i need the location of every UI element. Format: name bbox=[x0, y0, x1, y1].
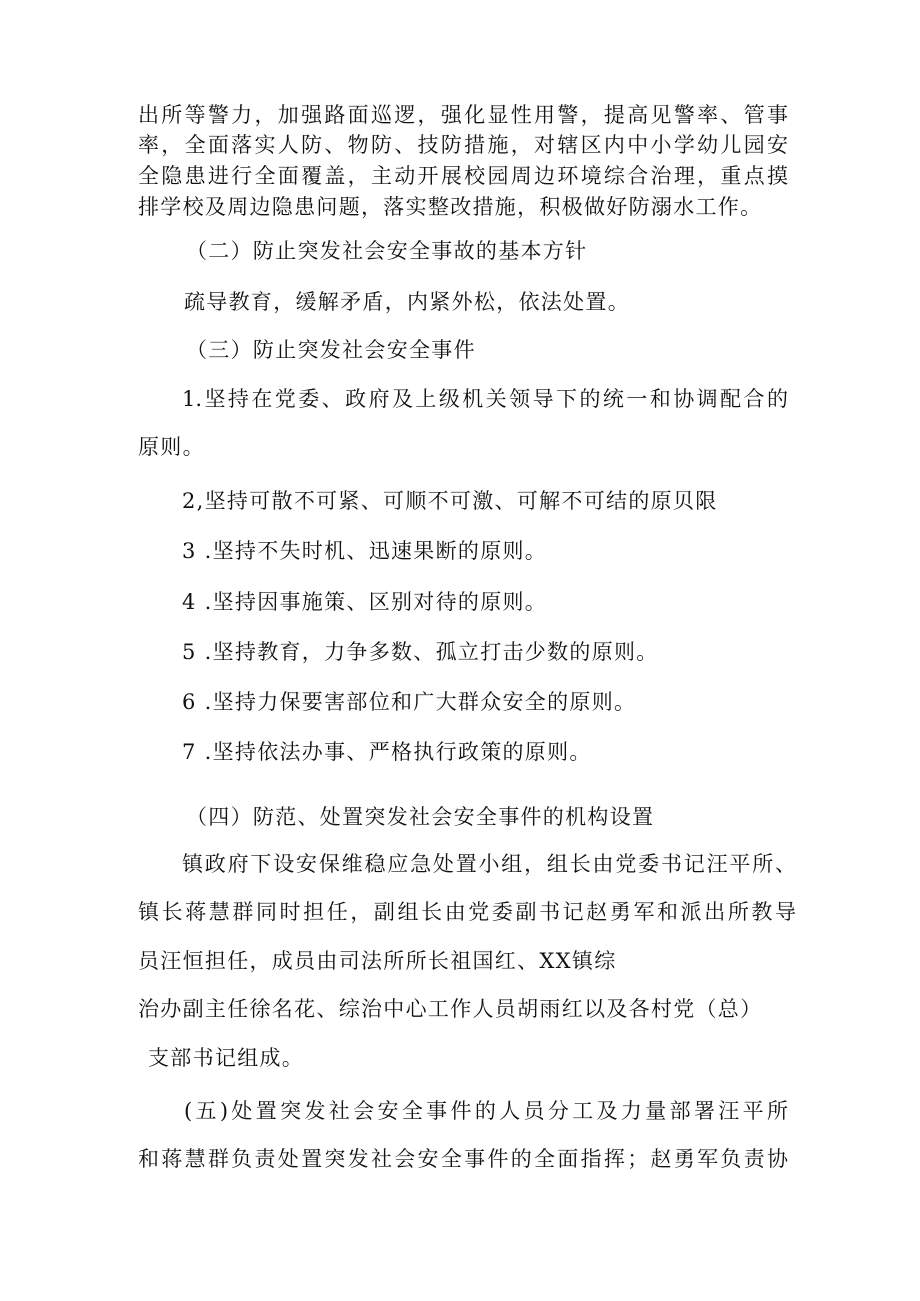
body-text-line: 员汪恒担任，成员由司法所所长祖国红、XX镇综 bbox=[138, 949, 617, 973]
list-item: 5 .坚持教育，力争多数、孤立打击少数的原则。 bbox=[182, 640, 659, 664]
body-text-line: 镇政府下设安保维稳应急处置小组，组长由党委书记汪平所、 bbox=[182, 852, 796, 876]
list-item: 7 .坚持依法办事、严格执行政策的原则。 bbox=[182, 740, 592, 764]
section-heading: (五)处置突发社会安全事件的人员分工及力量部署汪平所 bbox=[184, 1099, 788, 1123]
list-item: 1.坚持在党委、政府及上级机关领导下的统一和协调配合的 bbox=[182, 387, 788, 411]
body-text-line: 排学校及周边隐患问题，落实整改措施，积极做好防溺水工作。 bbox=[138, 195, 763, 219]
body-text-line: 治办副主任徐名花、综治中心工作人员胡雨红以及各村党（总） bbox=[138, 997, 763, 1021]
section-heading: （二）防止突发社会安全事故的基本方针 bbox=[186, 239, 588, 263]
section-heading: （三）防止突发社会安全事件 bbox=[186, 338, 476, 362]
list-item: 4 .坚持因事施策、区别对待的原则。 bbox=[182, 590, 548, 614]
list-item: 2,坚持可散不可紧、可顺不可激、可解不可结的原贝限 bbox=[182, 489, 718, 513]
section-heading: （四）防范、处置突发社会安全事件的机构设置 bbox=[186, 805, 655, 829]
body-text-line: 疏导教育，缓解矛盾，内紧外松，依法处置。 bbox=[184, 290, 630, 314]
body-text-line: 率，全面落实人防、物防、技防措施，对辖区内中小学幼儿园安 bbox=[138, 133, 788, 157]
body-text-line: 支部书记组成。 bbox=[148, 1046, 305, 1070]
list-item: 3 .坚持不失时机、迅速果断的原则。 bbox=[182, 539, 548, 563]
body-text-line: 和蒋慧群负责处置突发社会安全事件的全面指挥；赵勇军负责协 bbox=[138, 1147, 788, 1171]
body-text-line: 镇长蒋慧群同时担任，副组长由党委副书记赵勇军和派出所教导 bbox=[138, 900, 796, 924]
list-item: 6 .坚持力保要害部位和广大群众安全的原则。 bbox=[182, 690, 637, 714]
body-text-line: 全隐患进行全面覆盖，主动开展校园周边环境综合治理，重点摸 bbox=[138, 164, 788, 188]
list-item-continuation: 原则。 bbox=[138, 435, 205, 459]
body-text-line: 出所等警力，加强路面巡逻，强化显性用警，提高见警率、管事 bbox=[138, 103, 788, 127]
